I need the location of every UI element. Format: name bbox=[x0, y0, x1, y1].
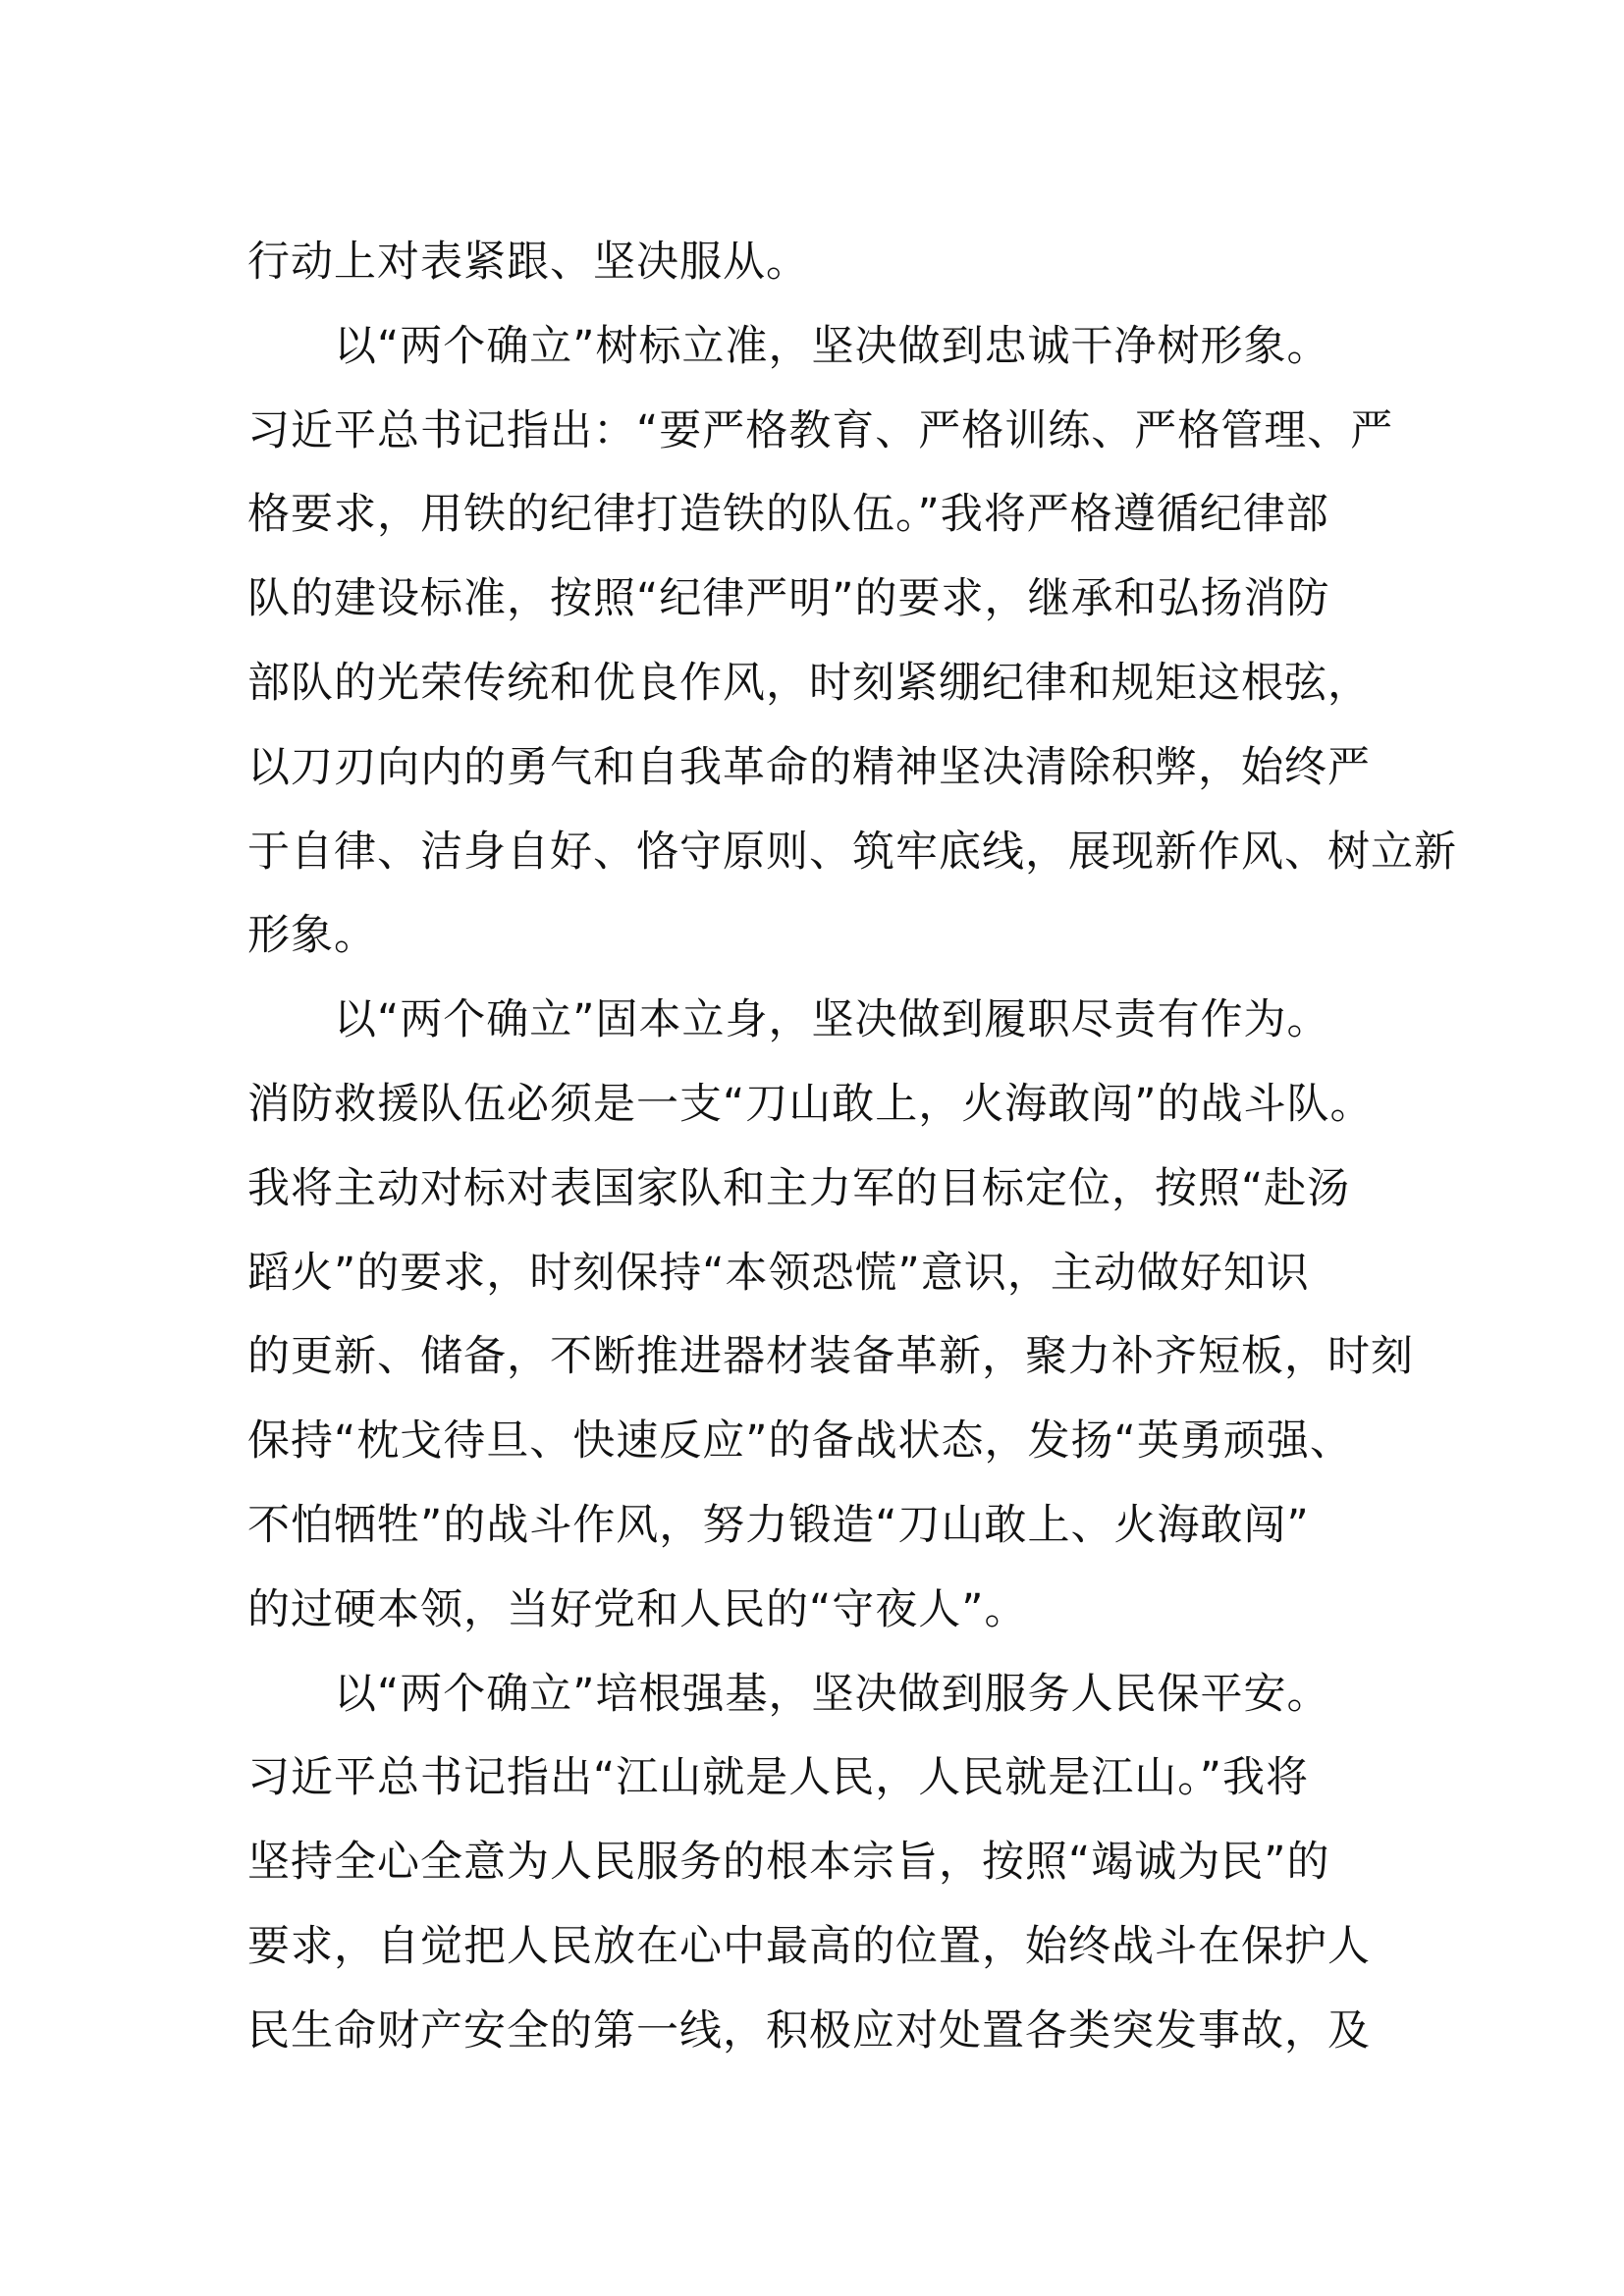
text-line-22: 民生命财产安全的第一线，积极应对处置各类突发事故，及 bbox=[247, 2005, 1371, 2056]
text-line-3: 习近平总书记指出：“要严格教育、严格训练、严格管理、严 bbox=[247, 405, 1394, 455]
text-line-10: 以“两个确立”固本立身，坚决做到履职尽责有作为。 bbox=[334, 995, 1330, 1045]
text-line-15: 保持“枕戈待旦、快速反应”的备战状态，发扬“英勇顽强、 bbox=[247, 1416, 1353, 1467]
text-line-4: 格要求，用铁的纪律打造铁的队伍。”我将严格遵循纪律部 bbox=[247, 490, 1329, 540]
text-line-14: 的更新、储备，不断推进器材装备革新，聚力补齐短板，时刻 bbox=[247, 1332, 1414, 1382]
text-line-20: 坚持全心全意为人民服务的根本宗旨，按照“竭诚为民”的 bbox=[247, 1838, 1330, 1888]
text-line-1: 行动上对表紧跟、坚决服从。 bbox=[247, 238, 809, 287]
text-line-6: 部队的光荣传统和优良作风，时刻紧绷纪律和规矩这根弦， bbox=[247, 658, 1371, 708]
text-line-13: 蹈火”的要求，时刻保持“本领恐慌”意识，主动做好知识 bbox=[247, 1248, 1310, 1298]
document-body bbox=[247, 221, 1457, 2074]
text-line-7: 以刀刃向内的勇气和自我革命的精神坚决清除积弊，始终严 bbox=[247, 742, 1371, 792]
text-line-19: 习近平总书记指出“江山就是人民，人民就是江山。”我将 bbox=[247, 1753, 1310, 1803]
text-line-12: 我将主动对标对表国家队和主力军的目标定位，按照“赴汤 bbox=[247, 1163, 1351, 1213]
text-line-21: 要求，自觉把人民放在心中最高的位置，始终战斗在保护人 bbox=[247, 1921, 1371, 1971]
text-line-18: 以“两个确立”培根强基，坚决做到服务人民保平安。 bbox=[334, 1669, 1330, 1719]
text-line-16: 不怕牺牲”的战斗作风，努力锻造“刀山敢上、火海敢闯” bbox=[247, 1500, 1310, 1550]
text-line-5: 队的建设标准，按照“纪律严明”的要求，继承和弘扬消防 bbox=[247, 574, 1330, 624]
text-line-2: 以“两个确立”树标立准，坚决做到忠诚干净树形象。 bbox=[334, 321, 1330, 371]
text-line-17: 的过硬本领，当好党和人民的“守夜人”。 bbox=[247, 1584, 1028, 1634]
text-line-11: 消防救援队伍必须是一支“刀山敢上，火海敢闯”的战斗队。 bbox=[247, 1079, 1374, 1129]
text-line-9: 形象。 bbox=[247, 911, 377, 961]
text-line-8: 于自律、洁身自好、恪守原则、筑牢底线，展现新作风、树立新 bbox=[247, 827, 1457, 877]
